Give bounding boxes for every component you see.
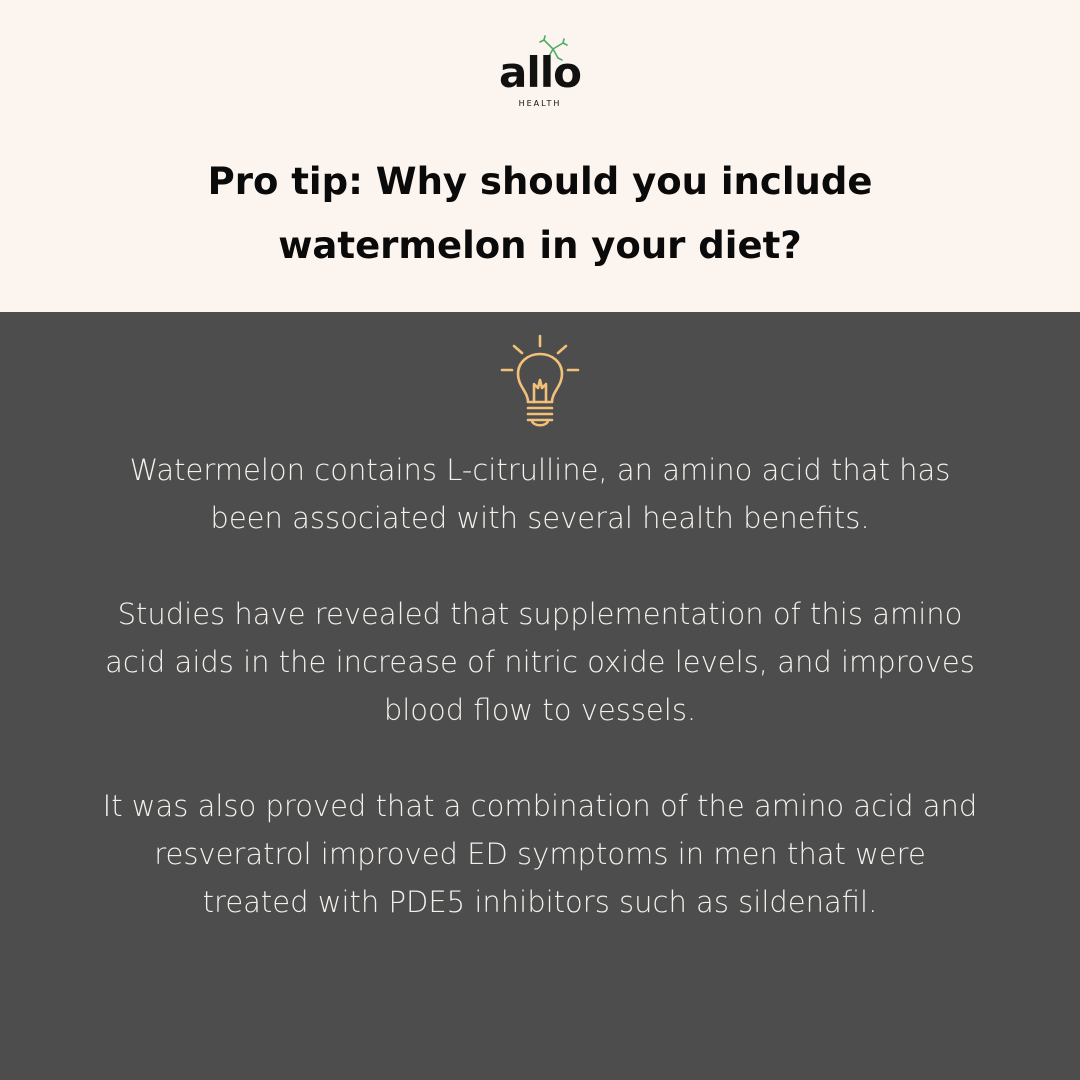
headline: Pro tip: Why should you include watermelon in your diet? — [207, 160, 873, 267]
paragraph: It was also proved that a combination of the amino acid and resveratrol improved ED symptoms in men that were treated with PDE5 inhibitors such as sildenafil. — [102, 789, 978, 919]
body-copy — [100, 446, 980, 974]
logo-wordmark: allo — [499, 48, 581, 97]
logo-subtitle: HEALTH — [518, 99, 562, 108]
header-panel — [0, 0, 1080, 312]
allo-health-logo — [496, 34, 584, 114]
paragraph: Studies have revealed that supplementation of this amino acid aids in the increase of nitric oxide levels, and improves blood flow to vessels. — [105, 597, 975, 727]
lightbulb-icon — [496, 330, 584, 436]
paragraph: Watermelon contains L-citrulline, an amino acid that has been associated with several health benefits. — [129, 453, 951, 535]
